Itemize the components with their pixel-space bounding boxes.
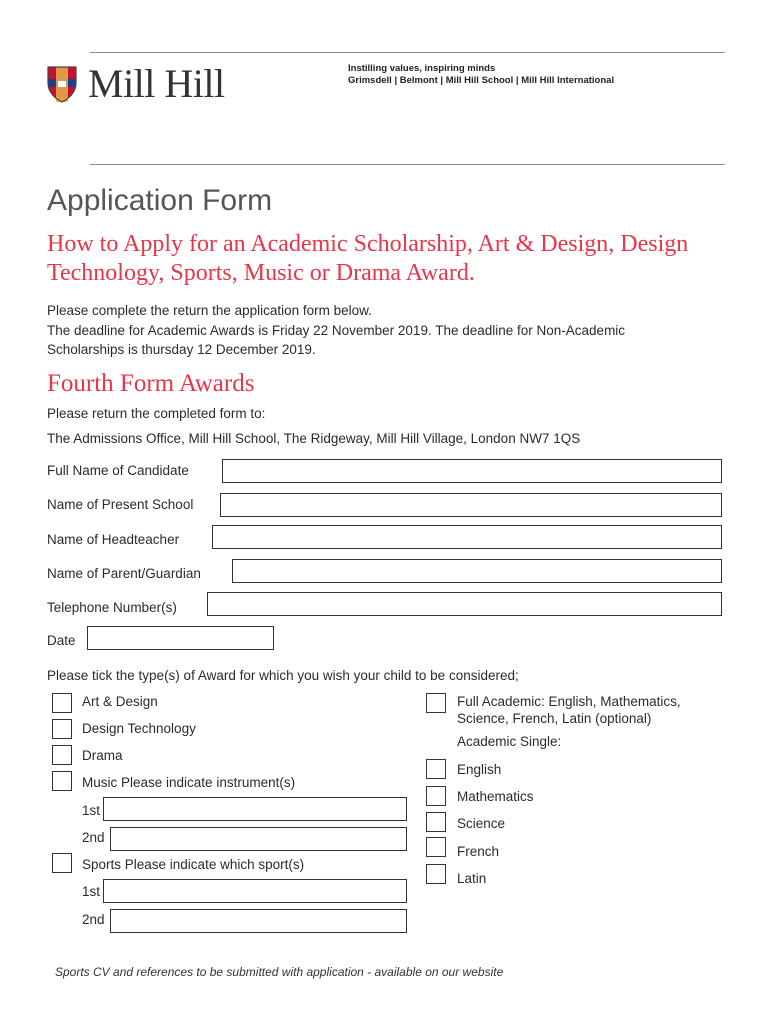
full-academic-label-line1: Full Academic: English, Mathematics, (457, 694, 681, 709)
crest-icon (46, 65, 78, 103)
science-checkbox[interactable] (426, 812, 446, 832)
page-subtitle: How to Apply for an Academic Scholarship, Art & Design, Design Technology, Sports, Music or Drama Award. (47, 231, 689, 286)
sports-first-field[interactable] (103, 879, 407, 903)
music-label: Music Please indicate instrument(s) (82, 775, 296, 790)
top-rule (90, 52, 725, 53)
present-school-label: Name of Present School (47, 497, 194, 512)
sports-first-label: 1st (82, 884, 101, 899)
full-academic-label-line2: Science, French, Latin (optional) (457, 711, 652, 726)
telephone-field[interactable] (207, 592, 722, 616)
telephone-label: Telephone Number(s) (47, 600, 177, 615)
art-design-label: Art & Design (82, 694, 158, 709)
intro-line-3: Scholarships is thursday 12 December 2019. (47, 342, 316, 357)
design-technology-label: Design Technology (82, 721, 196, 736)
design-technology-checkbox[interactable] (52, 719, 72, 739)
school-logo (46, 61, 225, 106)
header-tagline (348, 63, 614, 87)
tagline-text: Instilling values, inspiring minds (348, 63, 496, 74)
parent-guardian-label: Name of Parent/Guardian (47, 566, 201, 581)
return-instruction: Please return the completed form to: (47, 406, 266, 421)
music-first-field[interactable] (103, 797, 407, 821)
music-second-label: 2nd (82, 830, 105, 845)
art-design-checkbox[interactable] (52, 693, 72, 713)
science-label: Science (457, 816, 506, 831)
mathematics-checkbox[interactable] (426, 786, 446, 806)
music-second-field[interactable] (110, 827, 407, 851)
sports-cv-note: Sports CV and references to be submitted with application - available on our website (55, 965, 504, 979)
drama-checkbox[interactable] (52, 745, 72, 765)
return-address: The Admissions Office, Mill Hill School, The Ridgeway, Mill Hill Village, London NW7 1QS (47, 431, 581, 446)
english-label: English (457, 762, 502, 777)
present-school-field[interactable] (220, 493, 722, 517)
sports-second-field[interactable] (110, 909, 407, 933)
academic-single-label: Academic Single: (457, 734, 562, 749)
latin-label: Latin (457, 871, 487, 886)
date-field[interactable] (87, 626, 274, 650)
intro-line-1: Please complete the return the application form below. (47, 303, 372, 318)
date-label: Date (47, 633, 76, 648)
section-heading: Fourth Form Awards (47, 370, 255, 397)
logo-wordmark: Mill Hill (88, 61, 225, 106)
headteacher-label: Name of Headteacher (47, 532, 180, 547)
english-checkbox[interactable] (426, 759, 446, 779)
sports-label: Sports Please indicate which sport(s) (82, 857, 305, 872)
tick-prompt: Please tick the type(s) of Award for which you wish your child to be considered; (47, 668, 519, 683)
candidate-name-label: Full Name of Candidate (47, 463, 189, 478)
schools-list: Grimsdell | Belmont | Mill Hill School | Mill Hill International (348, 75, 615, 86)
mathematics-label: Mathematics (457, 789, 534, 804)
candidate-name-field[interactable] (222, 459, 722, 483)
parent-guardian-field[interactable] (232, 559, 722, 583)
french-checkbox[interactable] (426, 837, 446, 857)
full-academic-checkbox[interactable] (426, 693, 446, 713)
intro-line-2: The deadline for Academic Awards is Friday 22 November 2019. The deadline for Non-Academic (47, 323, 626, 338)
page-title: Application Form (47, 184, 273, 217)
sports-second-label: 2nd (82, 912, 105, 927)
sports-checkbox[interactable] (52, 853, 72, 873)
headteacher-field[interactable] (212, 525, 722, 549)
latin-checkbox[interactable] (426, 864, 446, 884)
drama-label: Drama (82, 748, 123, 763)
music-first-label: 1st (82, 803, 101, 818)
french-label: French (457, 844, 500, 859)
header-bottom-rule (90, 164, 725, 165)
music-checkbox[interactable] (52, 771, 72, 791)
